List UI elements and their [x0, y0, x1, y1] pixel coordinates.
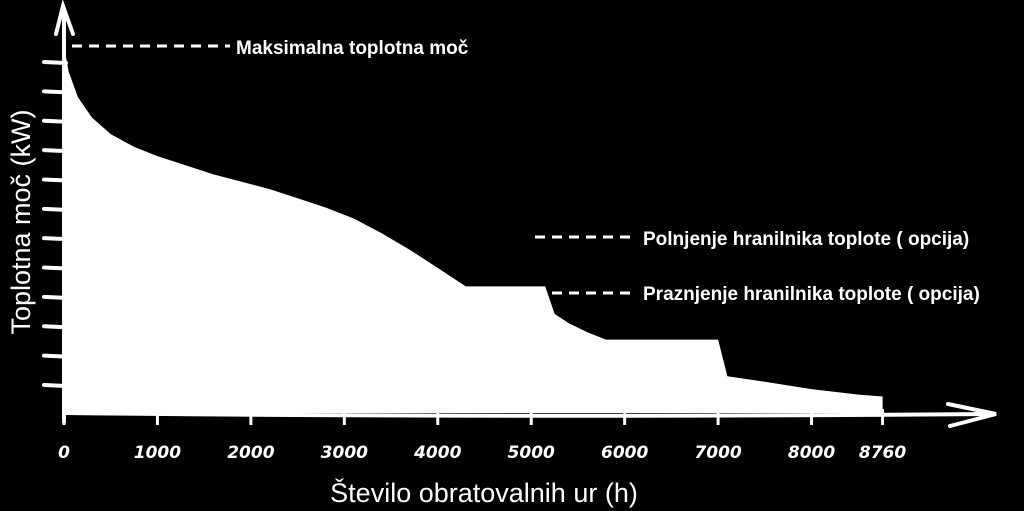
x-tick-label: 7000	[694, 443, 742, 463]
x-axis-label: Število obratovalnih ur (h)	[330, 478, 638, 508]
x-tick-label: 2000	[227, 443, 275, 463]
x-tick-label: 5000	[507, 443, 555, 463]
y-tick-mark	[44, 62, 66, 63]
y-tick-mark	[44, 356, 66, 357]
y-tick-mark	[44, 385, 66, 386]
y-tick-mark	[44, 179, 66, 180]
x-tick-label: 4000	[414, 443, 462, 463]
annotation-discharge: Praznjenje hranilnika toplote ( opcija)	[643, 284, 980, 305]
y-tick-mark	[44, 209, 66, 210]
y-tick-mark	[44, 268, 66, 269]
x-tick-label: 8760	[858, 443, 907, 463]
x-tick-label: 3000	[320, 443, 368, 463]
y-tick-mark	[44, 326, 66, 327]
y-tick-mark	[44, 91, 66, 92]
y-tick-mark	[44, 121, 66, 122]
x-tick-label: 1000	[133, 443, 182, 463]
y-tick-mark	[44, 297, 66, 298]
y-axis-label: Toplotna moč (kW)	[6, 109, 36, 335]
x-tick-label: 6000	[600, 443, 649, 463]
y-tick-mark	[44, 150, 66, 151]
x-tick-label: 8000	[787, 443, 836, 463]
y-tick-mark	[44, 238, 66, 239]
x-tick-label: 0	[58, 443, 70, 463]
annotation-max: Maksimalna toplotna moč	[236, 38, 469, 59]
annotation-charge: Polnjenje hranilnika toplote ( opcija)	[643, 229, 970, 250]
